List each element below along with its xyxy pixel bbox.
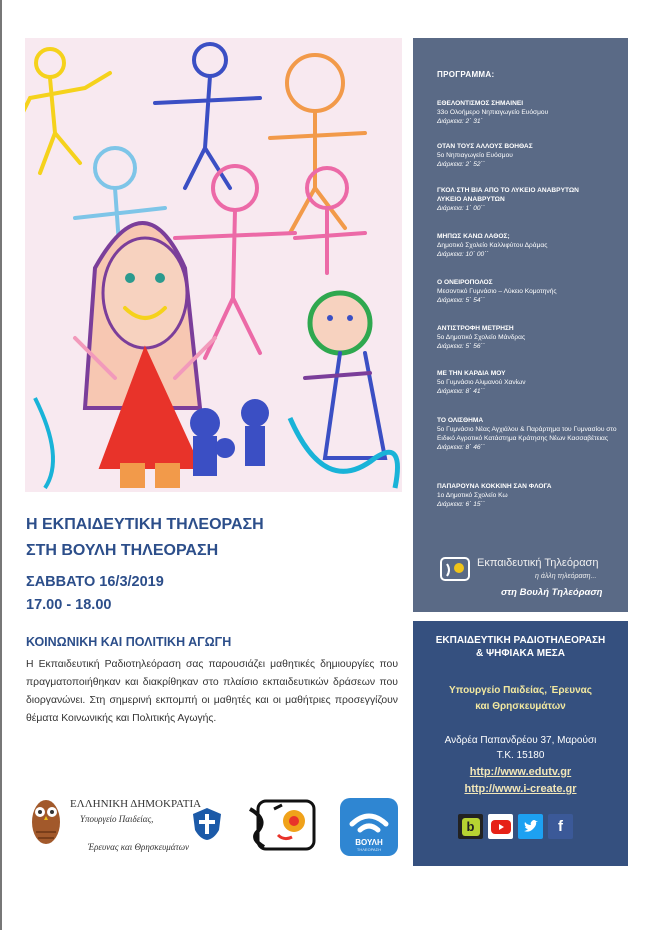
vouli-logo-name: ΒΟΥΛΗ: [355, 838, 383, 847]
program-panel: [413, 38, 628, 612]
contact-heading: [413, 634, 628, 660]
gov-ministry-line2: Έρευνας και Θρησκευμάτων: [88, 842, 190, 852]
vouli-logo-sub: ΤΗΛΕΟΡΑΣΗ: [356, 847, 382, 852]
program-item-school: 33ο Ολοήμερο Νηπιαγωγείο Ευόσμου: [437, 109, 549, 116]
page-title-line1: Η ΕΚΠΑΙΔΕΥΤΙΚΗ ΤΗΛΕΟΡΑΣΗ: [26, 516, 264, 533]
edutv-logo-name: Εκπαιδευτική Τηλεόραση: [477, 557, 599, 569]
broadcast-datetime: [26, 571, 164, 617]
ministry-name-line2: και Θρησκευμάτων: [475, 701, 566, 712]
program-item: [437, 416, 622, 452]
program-item: [437, 482, 622, 509]
icreate-link[interactable]: http://www.i-create.gr: [464, 783, 577, 795]
program-item-title: ΕΘΕΛΟΝΤΙΣΜΟΣ ΣΗΜΑΙΝΕΙ: [437, 100, 524, 107]
description-text: Η Εκπαιδευτική Ραδιοτηλεόραση σας παρουσιάζει μαθητικές δημιουργίες που πραγματοποιήθηκαν και διακρίθηκαν στο πλαίσιο εκπαιδευτικών δράσεων που διοργανώνει. Στη σημερινή εκπομπή οι μαθητές και οι μαθήτριες προσεγγίζουν θέματα Κοινωνικής και Πολιτικής Αγωγής.: [26, 659, 398, 724]
page-title: [26, 512, 264, 564]
broadcast-time: 17.00 - 18.00: [26, 597, 112, 613]
children-drawing-image: [25, 38, 402, 492]
program-item-title: ΓΚΟΛ ΣΤΗ ΒΙΑ ΑΠΟ ΤΟ ΛΥΚΕΙΟ ΑΝΑΒΡΥΤΩΝ: [437, 187, 579, 194]
program-title: ΠΡΟΓΡΑΜΜΑ:: [437, 70, 495, 79]
vouli-tv-logo: [340, 798, 398, 856]
program-item-duration: Διάρκεια: 6΄ 15΄΄: [437, 501, 485, 508]
program-item-duration: Διάρκεια: 10΄ 00΄΄: [437, 251, 489, 258]
subject-heading: ΚΟΙΝΩΝΙΚΗ ΚΑΙ ΠΟΛΙΤΙΚΗ ΑΓΩΓΗ: [26, 635, 232, 649]
program-item: [437, 278, 622, 305]
edutv-link[interactable]: http://www.edutv.gr: [469, 766, 572, 778]
program-item-title: ΜΕ ΤΗΝ ΚΑΡΔΙΑ ΜΟΥ: [437, 370, 506, 377]
program-item: [437, 99, 622, 126]
program-item-school: Δημοτικό Σχολείο Καλλιφύτου Δράμας: [437, 242, 548, 249]
contact-panel: [413, 621, 628, 866]
owl-icon: [28, 792, 64, 854]
program-item-school: 1ο Δημοτικό Σχολείο Κω: [437, 492, 508, 499]
contact-heading-line2: & ΨΗΦΙΑΚΑ ΜΕΣΑ: [476, 648, 565, 659]
tv-face-icon: [439, 556, 473, 584]
address-postcode: Τ.Κ. 15180: [496, 750, 545, 761]
program-item-title: ΜΗΠΩΣ ΚΑΝΩ ΛΑΘΟΣ;: [437, 233, 510, 240]
greek-coat-of-arms-icon: [190, 806, 224, 842]
program-item-duration: Διάρκεια: 5΄ 56΄΄: [437, 343, 485, 350]
social-icons: [458, 814, 588, 840]
program-item-school: 5ο Νηπιαγωγείο Ευόσμου: [437, 152, 513, 159]
edutv-logo: [439, 554, 619, 604]
program-item-duration: Διάρκεια: 8΄ 46΄΄: [437, 444, 485, 451]
gov-title: ΕΛΛΗΝΙΚΗ ΔΗΜΟΚΡΑΤΙΑ: [70, 798, 202, 810]
gov-ministry-line1: Υπουργείο Παιδείας,: [80, 814, 154, 824]
program-item-title: ΤΟ ΟΛΙΣΘΗΜΑ: [437, 417, 484, 424]
program-item-duration: Διάρκεια: 2΄ 52΄΄: [437, 161, 485, 168]
program-item: [437, 142, 622, 169]
program-item-duration: Διάρκεια: 2΄ 31΄: [437, 118, 483, 125]
twitter-icon[interactable]: [518, 814, 543, 839]
program-item-title: ΑΝΤΙΣΤΡΟΦΗ ΜΕΤΡΗΣΗ: [437, 325, 514, 332]
program-item-duration: Διάρκεια: 8΄ 41΄΄: [437, 388, 485, 395]
program-item: [437, 324, 622, 351]
facebook-icon[interactable]: f: [548, 814, 573, 839]
program-item: [437, 232, 622, 259]
program-item-school: 5ο Δημοτικό Σχολείο Μάνδρας: [437, 334, 526, 341]
edutv-channel-text: στη Βουλή Τηλεόραση: [501, 587, 603, 598]
page-left-border: [0, 0, 2, 930]
b-icon[interactable]: b: [458, 814, 483, 839]
broadcast-date: ΣΑΒΒΑΤΟ 16/3/2019: [26, 574, 164, 590]
program-item-title: ΠΑΠΑΡΟΥΝΑ ΚΟΚΚΙΝΗ ΣΑΝ ΦΛΟΓΑ: [437, 483, 552, 490]
edutv-face-logo: [244, 795, 322, 859]
address: [413, 733, 628, 763]
contact-heading-line1: ΕΚΠΑΙΔΕΥΤΙΚΗ ΡΑΔΙΟΤΗΛΕΟΡΑΣΗ: [435, 635, 606, 646]
ministry-name: [413, 683, 628, 715]
program-item-duration: Διάρκεια: 5΄ 54΄΄: [437, 297, 485, 304]
youtube-icon[interactable]: [488, 814, 513, 839]
program-item-school: ΛΥΚΕΙΟ ΑΝΑΒΡΥΤΩΝ: [437, 196, 505, 203]
drawing-svg: [25, 38, 402, 492]
links: [413, 764, 628, 798]
wifi-arc-icon: [340, 800, 398, 840]
program-item-title: ΟΤΑΝ ΤΟΥΣ ΑΛΛΟΥΣ ΒΟΗΘΑΣ: [437, 143, 533, 150]
program-item-title: Ο ΟΝΕΙΡΟΠΟΛΟΣ: [437, 279, 493, 286]
ministry-name-line1: Υπουργείο Παιδείας, Έρευνας: [449, 685, 592, 696]
program-item-duration: Διάρκεια: 1΄ 00΄΄: [437, 205, 485, 212]
edutv-logo-tagline: η άλλη τηλεόραση...: [535, 573, 597, 580]
program-item: [437, 369, 622, 396]
greek-ministry-logo: [28, 792, 218, 857]
program-item: [437, 186, 622, 213]
program-item-school: Μεσοντικό Γυμνάσιο – Λύκειο Κομοτηνής: [437, 288, 557, 295]
page-title-line2: ΣΤΗ ΒΟΥΛΗ ΤΗΛΕΟΡΑΣΗ: [26, 542, 219, 559]
program-item-school: 5ο Γυμνάσιο Αλιμανού Χανίων: [437, 379, 526, 386]
program-item-school: 5ο Γυμνάσιο Νέας Αγχιάλου & Παράρτημα του Γυμνασίου στο Ειδικό Αγροτικό Κατάστημα Κράτησης Νέων Κασσαβέτειας: [437, 426, 617, 442]
address-street: Ανδρέα Παπανδρέου 37, Μαρούσι: [444, 735, 597, 746]
